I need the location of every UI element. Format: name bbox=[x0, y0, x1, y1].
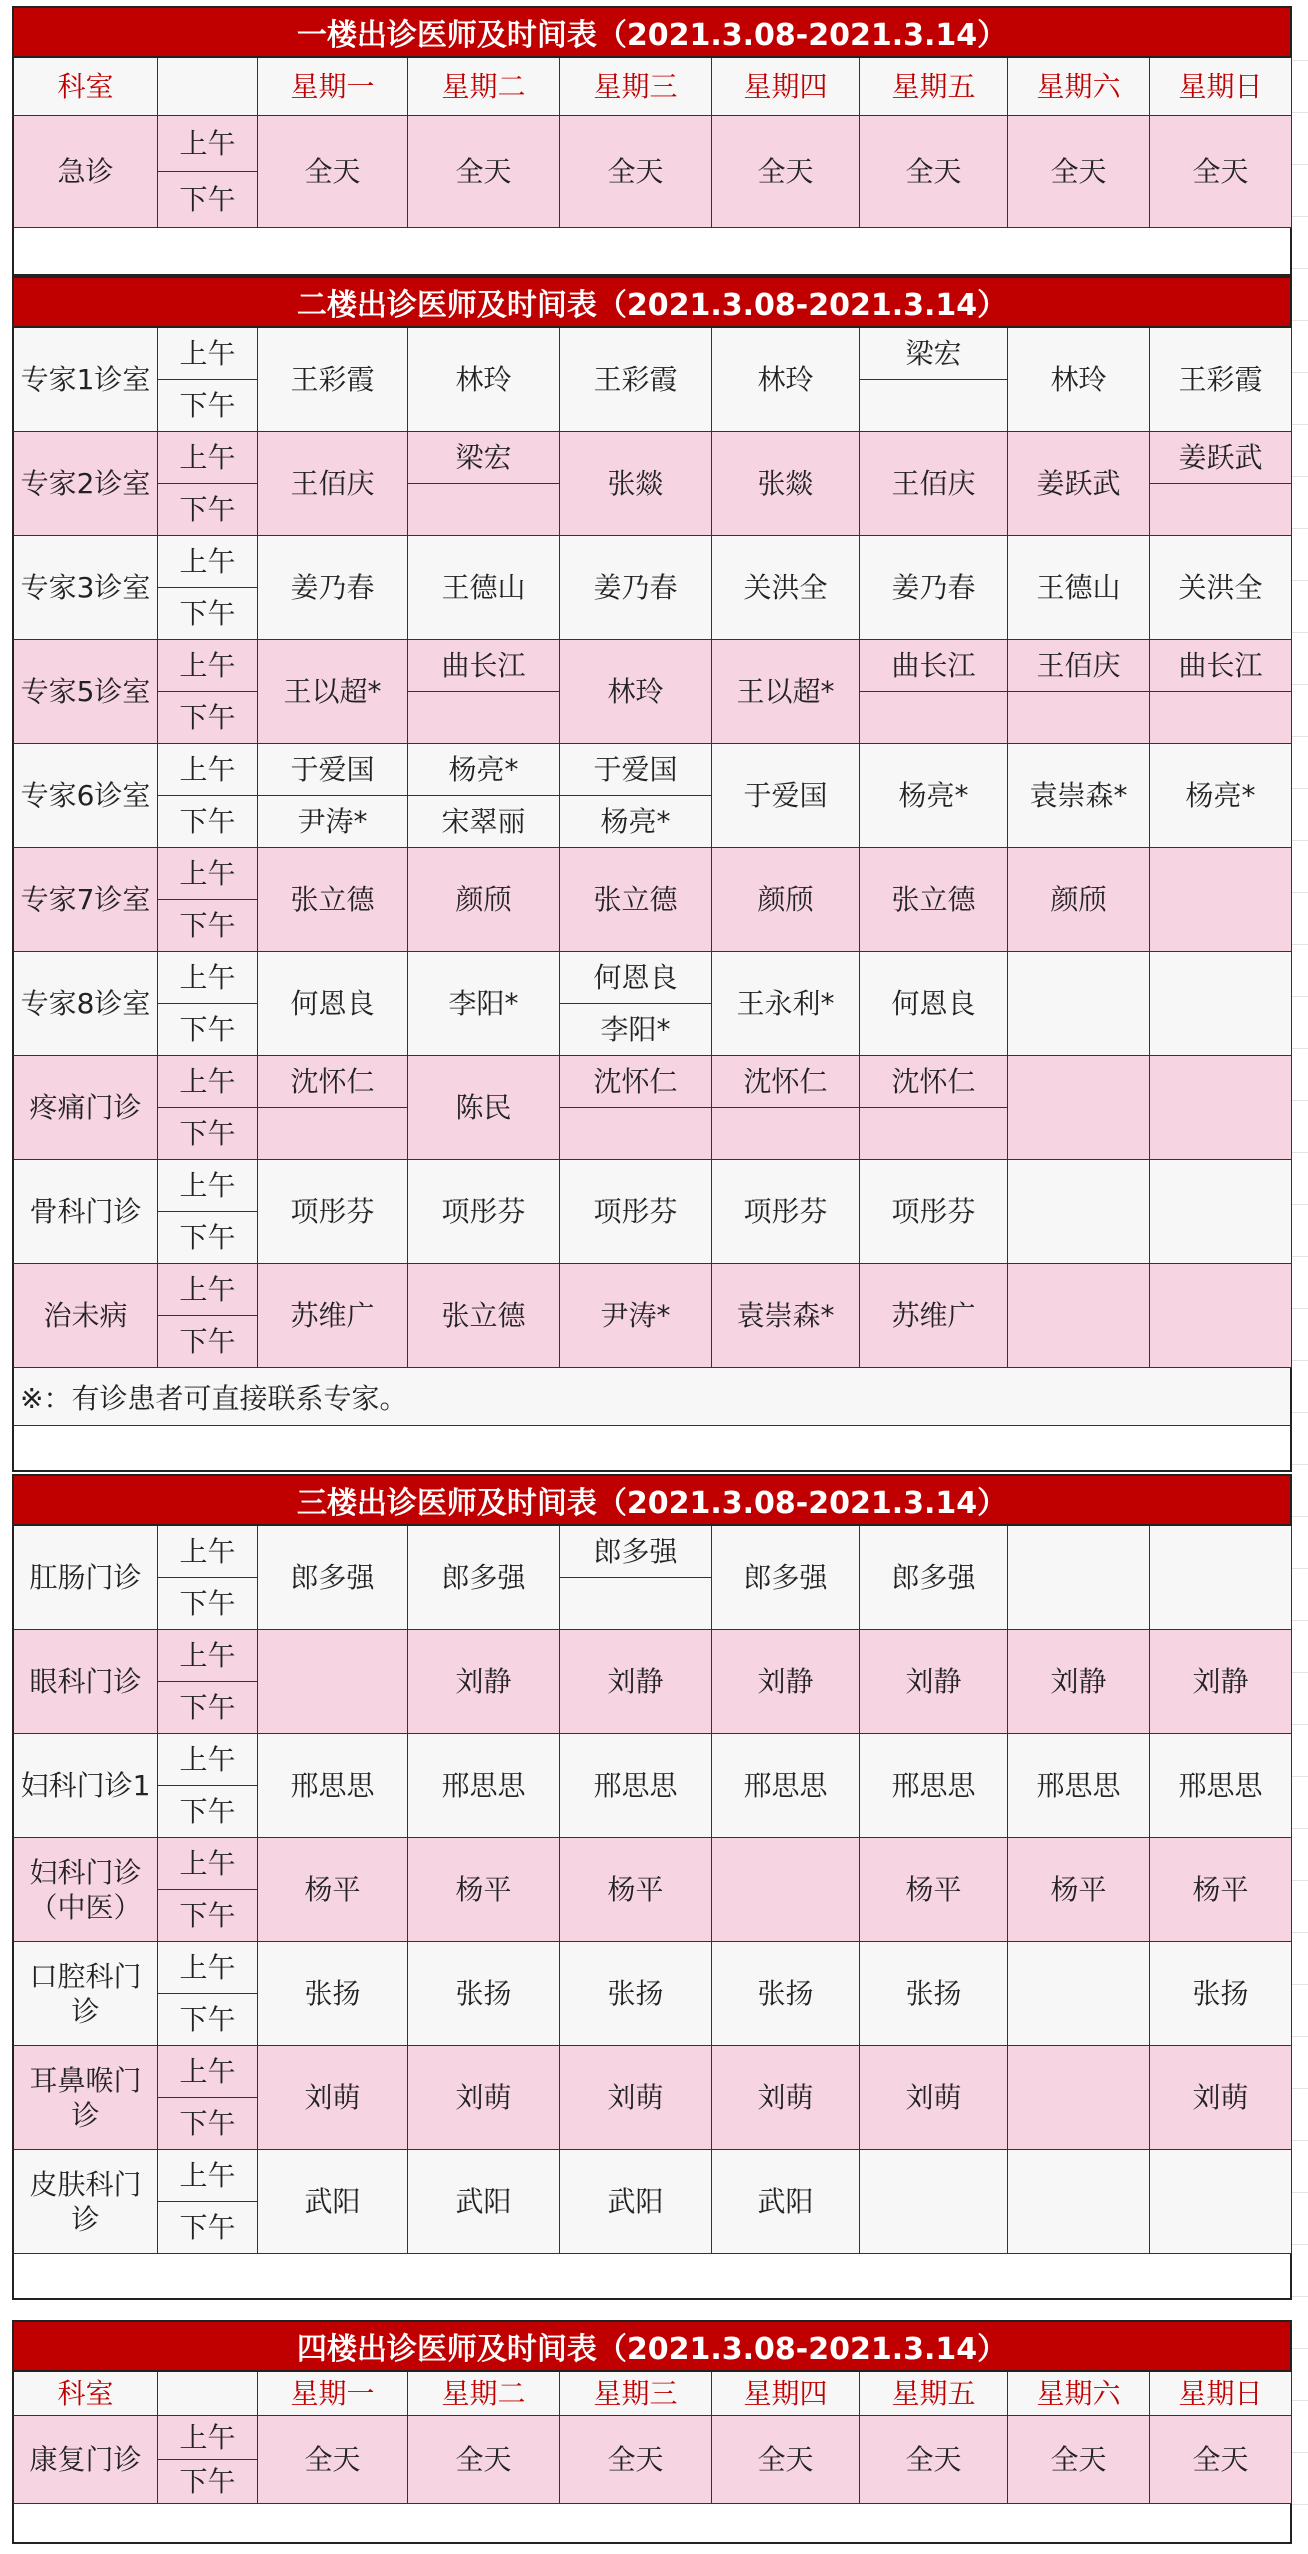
period-am[interactable]: 上午 bbox=[158, 432, 258, 484]
header-dept[interactable]: 科室 bbox=[12, 2372, 158, 2416]
schedule-cell-pm[interactable]: 宋翠丽 bbox=[408, 796, 560, 848]
grid-line bbox=[1292, 528, 1308, 529]
period-am[interactable]: 上午 bbox=[158, 1160, 258, 1212]
schedule-cell[interactable]: 王以超* bbox=[258, 640, 408, 744]
schedule-cell[interactable]: 全天 bbox=[258, 116, 408, 228]
period-am[interactable]: 上午 bbox=[158, 1630, 258, 1682]
schedule-cell[interactable]: 林玲 bbox=[712, 328, 860, 432]
schedule-cell[interactable]: 苏维广 bbox=[258, 1264, 408, 1368]
header-day[interactable]: 星期日 bbox=[1150, 58, 1292, 116]
grid-line bbox=[1292, 1100, 1308, 1101]
dept-name[interactable]: 治未病 bbox=[12, 1264, 158, 1368]
grid-line bbox=[1292, 1412, 1308, 1413]
schedule-cell[interactable]: 项彤芬 bbox=[712, 1160, 860, 1264]
header-dept[interactable]: 科室 bbox=[12, 58, 158, 116]
period-pm[interactable]: 下午 bbox=[158, 1682, 258, 1734]
schedule-cell[interactable] bbox=[1150, 1160, 1292, 1264]
schedule-cell[interactable]: 姜乃春 bbox=[258, 536, 408, 640]
period-pm[interactable]: 下午 bbox=[158, 172, 258, 228]
schedule-cell[interactable]: 王以超* bbox=[712, 640, 860, 744]
schedule-cell[interactable]: 邢思思 bbox=[1008, 1734, 1150, 1838]
schedule-cell[interactable] bbox=[1150, 1526, 1292, 1630]
header-day[interactable]: 星期二 bbox=[408, 58, 560, 116]
grid-line bbox=[1292, 164, 1308, 165]
grid-line bbox=[1292, 944, 1308, 945]
schedule-cell[interactable] bbox=[1008, 1942, 1150, 2046]
schedule-cell-am[interactable]: 于爱国 bbox=[258, 744, 408, 796]
dept-name[interactable]: 口腔科门诊 bbox=[12, 1942, 158, 2046]
schedule-cell[interactable]: 何恩良 bbox=[860, 952, 1008, 1056]
grid-line bbox=[1292, 1984, 1308, 1985]
schedule-cell[interactable]: 姜乃春 bbox=[860, 536, 1008, 640]
schedule-cell[interactable]: 杨平 bbox=[560, 1838, 712, 1942]
header-day[interactable]: 星期二 bbox=[408, 2372, 560, 2416]
period-pm[interactable]: 下午 bbox=[158, 2460, 258, 2504]
blank-row bbox=[12, 2504, 1292, 2544]
schedule-cell-pm[interactable] bbox=[712, 1108, 860, 1160]
schedule-cell[interactable]: 张立德 bbox=[408, 1264, 560, 1368]
schedule-cell-pm[interactable] bbox=[408, 692, 560, 744]
schedule-cell[interactable]: 杨亮* bbox=[860, 744, 1008, 848]
schedule-cell[interactable]: 陈民 bbox=[408, 1056, 560, 1160]
schedule-cell[interactable]: 于爱国 bbox=[712, 744, 860, 848]
dept-name[interactable]: 专家5诊室 bbox=[12, 640, 158, 744]
schedule-cell[interactable]: 刘静 bbox=[560, 1630, 712, 1734]
schedule-cell[interactable]: 张扬 bbox=[408, 1942, 560, 2046]
schedule-cell[interactable]: 全天 bbox=[860, 116, 1008, 228]
period-pm[interactable]: 下午 bbox=[158, 1212, 258, 1264]
schedule-cell[interactable]: 杨亮* bbox=[1150, 744, 1292, 848]
dept-name[interactable]: 专家6诊室 bbox=[12, 744, 158, 848]
grid-line bbox=[1292, 2400, 1308, 2401]
schedule-cell[interactable]: 颜颀 bbox=[1008, 848, 1150, 952]
schedule-cell[interactable]: 全天 bbox=[408, 2416, 560, 2504]
table-title: 三楼出诊医师及时间表（2021.3.08-2021.3.14） bbox=[12, 1474, 1292, 1526]
grid-line bbox=[1292, 1620, 1308, 1621]
schedule-cell[interactable]: 刘萌 bbox=[560, 2046, 712, 2150]
schedule-cell[interactable]: 邢思思 bbox=[560, 1734, 712, 1838]
grid-line bbox=[1292, 476, 1308, 477]
schedule-cell[interactable]: 郎多强 bbox=[258, 1526, 408, 1630]
period-am[interactable]: 上午 bbox=[158, 744, 258, 796]
period-pm[interactable]: 下午 bbox=[158, 1994, 258, 2046]
schedule-cell[interactable]: 刘萌 bbox=[408, 2046, 560, 2150]
grid-line bbox=[1292, 2244, 1308, 2245]
schedule-cell-pm[interactable] bbox=[560, 1108, 712, 1160]
schedule-cell[interactable]: 袁崇森* bbox=[712, 1264, 860, 1368]
schedule-cell-pm[interactable] bbox=[1008, 692, 1150, 744]
period-pm[interactable]: 下午 bbox=[158, 380, 258, 432]
period-pm[interactable]: 下午 bbox=[158, 2202, 258, 2254]
schedule-cell[interactable]: 郎多强 bbox=[408, 1526, 560, 1630]
period-am[interactable]: 上午 bbox=[158, 1942, 258, 1994]
period-am[interactable]: 上午 bbox=[158, 1734, 258, 1786]
schedule-cell[interactable]: 姜跃武 bbox=[1008, 432, 1150, 536]
schedule-cell[interactable]: 刘萌 bbox=[860, 2046, 1008, 2150]
grid-line bbox=[1292, 1360, 1308, 1361]
schedule-cell[interactable] bbox=[1008, 1526, 1150, 1630]
header-day[interactable]: 星期五 bbox=[860, 58, 1008, 116]
schedule-cell[interactable]: 张燚 bbox=[712, 432, 860, 536]
header-day[interactable]: 星期四 bbox=[712, 58, 860, 116]
schedule-cell[interactable]: 武阳 bbox=[560, 2150, 712, 2254]
header-day[interactable]: 星期四 bbox=[712, 2372, 860, 2416]
schedule-cell[interactable]: 尹涛* bbox=[560, 1264, 712, 1368]
schedule-cell[interactable] bbox=[1150, 848, 1292, 952]
dept-name[interactable]: 肛肠门诊 bbox=[12, 1526, 158, 1630]
schedule-cell[interactable]: 姜乃春 bbox=[560, 536, 712, 640]
schedule-cell[interactable]: 张立德 bbox=[560, 848, 712, 952]
period-pm[interactable]: 下午 bbox=[158, 692, 258, 744]
schedule-cell[interactable] bbox=[1008, 1056, 1150, 1160]
period-pm[interactable]: 下午 bbox=[158, 1316, 258, 1368]
schedule-cell[interactable]: 全天 bbox=[408, 116, 560, 228]
grid-line bbox=[1292, 892, 1308, 893]
grid-line bbox=[1292, 1516, 1308, 1517]
schedule-cell-am[interactable]: 郎多强 bbox=[560, 1526, 712, 1578]
schedule-cell[interactable]: 刘静 bbox=[860, 1630, 1008, 1734]
schedule-cell-am[interactable]: 杨亮* bbox=[408, 744, 560, 796]
schedule-cell[interactable]: 郎多强 bbox=[860, 1526, 1008, 1630]
schedule-cell[interactable]: 王彩霞 bbox=[258, 328, 408, 432]
period-am[interactable]: 上午 bbox=[158, 328, 258, 380]
period-am[interactable]: 上午 bbox=[158, 952, 258, 1004]
grid-line bbox=[1292, 2036, 1308, 2037]
schedule-cell[interactable]: 关洪全 bbox=[712, 536, 860, 640]
grid-line bbox=[1292, 632, 1308, 633]
schedule-cell[interactable]: 王佰庆 bbox=[258, 432, 408, 536]
header-day[interactable]: 星期一 bbox=[258, 58, 408, 116]
schedule-cell-pm[interactable] bbox=[1150, 692, 1292, 744]
schedule-cell-am[interactable]: 曲长江 bbox=[1150, 640, 1292, 692]
period-am[interactable]: 上午 bbox=[158, 536, 258, 588]
grid-line bbox=[1292, 1152, 1308, 1153]
schedule-cell[interactable]: 张燚 bbox=[560, 432, 712, 536]
schedule-cell[interactable]: 武阳 bbox=[408, 2150, 560, 2254]
grid-line bbox=[1292, 1204, 1308, 1205]
period-pm[interactable]: 下午 bbox=[158, 588, 258, 640]
schedule-cell[interactable]: 李阳* bbox=[408, 952, 560, 1056]
schedule-cell[interactable]: 全天 bbox=[1150, 116, 1292, 228]
dept-name[interactable]: 专家7诊室 bbox=[12, 848, 158, 952]
header-period[interactable] bbox=[158, 58, 258, 116]
schedule-cell-am[interactable]: 姜跃武 bbox=[1150, 432, 1292, 484]
schedule-cell[interactable]: 王德山 bbox=[408, 536, 560, 640]
schedule-cell[interactable]: 刘萌 bbox=[712, 2046, 860, 2150]
grid-line bbox=[1292, 1724, 1308, 1725]
schedule-cell[interactable]: 张扬 bbox=[860, 1942, 1008, 2046]
grid-line bbox=[1292, 1672, 1308, 1673]
grid-line bbox=[1292, 1776, 1308, 1777]
grid-line bbox=[1292, 1308, 1308, 1309]
schedule-cell[interactable] bbox=[1008, 1160, 1150, 1264]
schedule-cell[interactable]: 邢思思 bbox=[258, 1734, 408, 1838]
schedule-cell[interactable]: 张立德 bbox=[860, 848, 1008, 952]
schedule-cell[interactable]: 项彤芬 bbox=[860, 1160, 1008, 1264]
grid-line bbox=[1292, 1048, 1308, 1049]
grid-line bbox=[1292, 580, 1308, 581]
schedule-cell[interactable]: 全天 bbox=[1008, 2416, 1150, 2504]
schedule-cell[interactable]: 杨平 bbox=[258, 1838, 408, 1942]
schedule-cell[interactable] bbox=[1150, 1056, 1292, 1160]
grid-line bbox=[1292, 60, 1308, 61]
header-day[interactable]: 星期三 bbox=[560, 58, 712, 116]
blank-row bbox=[12, 228, 1292, 276]
period-am[interactable]: 上午 bbox=[158, 1056, 258, 1108]
grid-line bbox=[1292, 2348, 1308, 2349]
schedule-cell-pm[interactable]: 李阳* bbox=[560, 1004, 712, 1056]
schedule-cell[interactable] bbox=[1150, 952, 1292, 1056]
grid-line bbox=[1292, 1256, 1308, 1257]
header-day[interactable]: 星期三 bbox=[560, 2372, 712, 2416]
grid-line bbox=[1292, 2296, 1308, 2297]
schedule-cell[interactable]: 邢思思 bbox=[712, 1734, 860, 1838]
schedule-cell[interactable] bbox=[1150, 2150, 1292, 2254]
dept-name[interactable]: 妇科门诊（中医） bbox=[12, 1838, 158, 1942]
dept-name[interactable]: 急诊 bbox=[12, 116, 158, 228]
schedule-cell[interactable]: 杨平 bbox=[408, 1838, 560, 1942]
dept-name[interactable]: 专家1诊室 bbox=[12, 328, 158, 432]
grid-line bbox=[1292, 320, 1308, 321]
grid-line bbox=[1292, 996, 1308, 997]
period-pm[interactable]: 下午 bbox=[158, 1578, 258, 1630]
schedule-cell[interactable]: 全天 bbox=[560, 2416, 712, 2504]
schedule-cell[interactable]: 杨平 bbox=[1008, 1838, 1150, 1942]
schedule-cell-pm[interactable] bbox=[860, 380, 1008, 432]
grid-line bbox=[1292, 424, 1308, 425]
header-day[interactable]: 星期一 bbox=[258, 2372, 408, 2416]
schedule-cell[interactable]: 袁崇森* bbox=[1008, 744, 1150, 848]
schedule-cell-am[interactable]: 沈怀仁 bbox=[258, 1056, 408, 1108]
period-pm[interactable]: 下午 bbox=[158, 1108, 258, 1160]
schedule-cell[interactable]: 郎多强 bbox=[712, 1526, 860, 1630]
header-day[interactable]: 星期六 bbox=[1008, 58, 1150, 116]
schedule-cell[interactable]: 张扬 bbox=[258, 1942, 408, 2046]
blank-row bbox=[12, 1426, 1292, 1472]
dept-name[interactable]: 皮肤科门诊 bbox=[12, 2150, 158, 2254]
schedule-cell[interactable]: 关洪全 bbox=[1150, 536, 1292, 640]
schedule-cell[interactable]: 颜颀 bbox=[408, 848, 560, 952]
dept-name[interactable]: 疼痛门诊 bbox=[12, 1056, 158, 1160]
schedule-cell-pm[interactable] bbox=[408, 484, 560, 536]
period-am[interactable]: 上午 bbox=[158, 1838, 258, 1890]
schedule-cell[interactable]: 王德山 bbox=[1008, 536, 1150, 640]
grid-line bbox=[1292, 2088, 1308, 2089]
dept-name[interactable]: 专家8诊室 bbox=[12, 952, 158, 1056]
schedule-cell-pm[interactable] bbox=[860, 692, 1008, 744]
schedule-cell[interactable]: 林玲 bbox=[560, 640, 712, 744]
schedule-cell-am[interactable]: 沈怀仁 bbox=[712, 1056, 860, 1108]
schedule-cell-pm[interactable] bbox=[860, 1108, 1008, 1160]
table-title: 一楼出诊医师及时间表（2021.3.08-2021.3.14） bbox=[12, 6, 1292, 58]
blank-row bbox=[12, 2254, 1292, 2300]
schedule-cell-pm[interactable]: 杨亮* bbox=[560, 796, 712, 848]
period-am[interactable]: 上午 bbox=[158, 1264, 258, 1316]
schedule-cell[interactable]: 张扬 bbox=[1150, 1942, 1292, 2046]
grid-line bbox=[1292, 216, 1308, 217]
schedule-cell[interactable]: 武阳 bbox=[712, 2150, 860, 2254]
schedule-cell[interactable]: 林玲 bbox=[1008, 328, 1150, 432]
grid-line bbox=[1292, 736, 1308, 737]
grid-line bbox=[1292, 840, 1308, 841]
schedule-cell[interactable]: 全天 bbox=[560, 116, 712, 228]
schedule-cell[interactable]: 全天 bbox=[712, 116, 860, 228]
grid-line bbox=[1292, 2192, 1308, 2193]
schedule-cell[interactable]: 苏维广 bbox=[860, 1264, 1008, 1368]
period-am[interactable]: 上午 bbox=[158, 640, 258, 692]
schedule-cell[interactable]: 全天 bbox=[860, 2416, 1008, 2504]
grid-line bbox=[1292, 268, 1308, 269]
grid-line bbox=[1292, 684, 1308, 685]
grid-line bbox=[1292, 1568, 1308, 1569]
schedule-cell[interactable]: 王彩霞 bbox=[1150, 328, 1292, 432]
schedule-cell[interactable]: 刘静 bbox=[408, 1630, 560, 1734]
schedule-cell[interactable]: 王彩霞 bbox=[560, 328, 712, 432]
schedule-cell[interactable] bbox=[1150, 1264, 1292, 1368]
grid-line bbox=[1292, 112, 1308, 113]
grid-line bbox=[1292, 2452, 1308, 2453]
period-pm[interactable]: 下午 bbox=[158, 2098, 258, 2150]
schedule-cell[interactable]: 林玲 bbox=[408, 328, 560, 432]
dept-name[interactable]: 骨科门诊 bbox=[12, 1160, 158, 1264]
dept-name[interactable]: 耳鼻喉门诊 bbox=[12, 2046, 158, 2150]
schedule-cell-pm[interactable] bbox=[560, 1578, 712, 1630]
schedule-cell[interactable]: 邢思思 bbox=[860, 1734, 1008, 1838]
schedule-cell[interactable]: 全天 bbox=[258, 2416, 408, 2504]
schedule-cell[interactable]: 刘静 bbox=[1008, 1630, 1150, 1734]
grid-line bbox=[1292, 788, 1308, 789]
grid-line bbox=[1292, 1828, 1308, 1829]
dept-name[interactable]: 康复门诊 bbox=[12, 2416, 158, 2504]
schedule-cell-am[interactable]: 曲长江 bbox=[860, 640, 1008, 692]
schedule-cell[interactable]: 张扬 bbox=[712, 1942, 860, 2046]
grid-line bbox=[1292, 2140, 1308, 2141]
schedule-cell[interactable]: 王永利* bbox=[712, 952, 860, 1056]
dept-name[interactable]: 专家2诊室 bbox=[12, 432, 158, 536]
schedule-cell[interactable]: 刘萌 bbox=[258, 2046, 408, 2150]
schedule-cell[interactable]: 王佰庆 bbox=[860, 432, 1008, 536]
schedule-cell-am[interactable]: 曲长江 bbox=[408, 640, 560, 692]
schedule-cell[interactable] bbox=[1008, 1264, 1150, 1368]
table-title: 四楼出诊医师及时间表（2021.3.08-2021.3.14） bbox=[12, 2320, 1292, 2372]
schedule-cell[interactable] bbox=[712, 1838, 860, 1942]
header-day[interactable]: 星期六 bbox=[1008, 2372, 1150, 2416]
dept-name[interactable]: 眼科门诊 bbox=[12, 1630, 158, 1734]
schedule-cell-am[interactable]: 沈怀仁 bbox=[860, 1056, 1008, 1108]
period-am[interactable]: 上午 bbox=[158, 2150, 258, 2202]
schedule-cell[interactable]: 全天 bbox=[1150, 2416, 1292, 2504]
schedule-cell-pm[interactable]: 尹涛* bbox=[258, 796, 408, 848]
period-pm[interactable]: 下午 bbox=[158, 1890, 258, 1942]
period-am[interactable]: 上午 bbox=[158, 116, 258, 172]
schedule-cell[interactable] bbox=[258, 1630, 408, 1734]
period-am[interactable]: 上午 bbox=[158, 2046, 258, 2098]
schedule-cell[interactable]: 张扬 bbox=[560, 1942, 712, 2046]
schedule-cell[interactable]: 项彤芬 bbox=[560, 1160, 712, 1264]
schedule-cell-am[interactable]: 何恩良 bbox=[560, 952, 712, 1004]
grid-line bbox=[1292, 2504, 1308, 2505]
schedule-cell[interactable]: 项彤芬 bbox=[258, 1160, 408, 1264]
period-pm[interactable]: 下午 bbox=[158, 484, 258, 536]
header-day[interactable]: 星期日 bbox=[1150, 2372, 1292, 2416]
schedule-cell[interactable] bbox=[1008, 952, 1150, 1056]
schedule-cell[interactable]: 刘静 bbox=[1150, 1630, 1292, 1734]
period-pm[interactable]: 下午 bbox=[158, 1786, 258, 1838]
schedule-cell[interactable]: 张立德 bbox=[258, 848, 408, 952]
dept-name[interactable]: 专家3诊室 bbox=[12, 536, 158, 640]
grid-line bbox=[1292, 1464, 1308, 1465]
schedule-cell[interactable]: 何恩良 bbox=[258, 952, 408, 1056]
period-pm[interactable]: 下午 bbox=[158, 900, 258, 952]
header-period[interactable] bbox=[158, 2372, 258, 2416]
period-am[interactable]: 上午 bbox=[158, 848, 258, 900]
table-title: 二楼出诊医师及时间表（2021.3.08-2021.3.14） bbox=[12, 276, 1292, 328]
schedule-cell[interactable] bbox=[1008, 2046, 1150, 2150]
schedule-cell[interactable]: 邢思思 bbox=[1150, 1734, 1292, 1838]
schedule-cell[interactable]: 颜颀 bbox=[712, 848, 860, 952]
grid-line bbox=[1292, 1880, 1308, 1881]
schedule-cell[interactable] bbox=[860, 2150, 1008, 2254]
footnote: ※：有诊患者可直接联系专家。 bbox=[12, 1368, 1292, 1426]
dept-name[interactable]: 妇科门诊1 bbox=[12, 1734, 158, 1838]
header-day[interactable]: 星期五 bbox=[860, 2372, 1008, 2416]
period-am[interactable]: 上午 bbox=[158, 2416, 258, 2460]
schedule-cell[interactable]: 刘静 bbox=[712, 1630, 860, 1734]
schedule-cell-am[interactable]: 梁宏 bbox=[408, 432, 560, 484]
schedule-cell[interactable]: 杨平 bbox=[1150, 1838, 1292, 1942]
schedule-cell-am[interactable]: 沈怀仁 bbox=[560, 1056, 712, 1108]
period-am[interactable]: 上午 bbox=[158, 1526, 258, 1578]
schedule-cell[interactable]: 邢思思 bbox=[408, 1734, 560, 1838]
schedule-cell-am[interactable]: 梁宏 bbox=[860, 328, 1008, 380]
schedule-cell-pm[interactable] bbox=[258, 1108, 408, 1160]
grid-line bbox=[1292, 1932, 1308, 1933]
period-pm[interactable]: 下午 bbox=[158, 1004, 258, 1056]
schedule-cell[interactable]: 全天 bbox=[1008, 116, 1150, 228]
schedule-cell[interactable] bbox=[1008, 2150, 1150, 2254]
schedule-cell[interactable]: 刘萌 bbox=[1150, 2046, 1292, 2150]
schedule-cell[interactable]: 项彤芬 bbox=[408, 1160, 560, 1264]
period-pm[interactable]: 下午 bbox=[158, 796, 258, 848]
schedule-cell-am[interactable]: 于爱国 bbox=[560, 744, 712, 796]
grid-line bbox=[1292, 372, 1308, 373]
schedule-cell[interactable]: 武阳 bbox=[258, 2150, 408, 2254]
schedule-cell[interactable]: 杨平 bbox=[860, 1838, 1008, 1942]
schedule-cell-am[interactable]: 王佰庆 bbox=[1008, 640, 1150, 692]
schedule-cell-pm[interactable] bbox=[1150, 484, 1292, 536]
schedule-cell[interactable]: 全天 bbox=[712, 2416, 860, 2504]
